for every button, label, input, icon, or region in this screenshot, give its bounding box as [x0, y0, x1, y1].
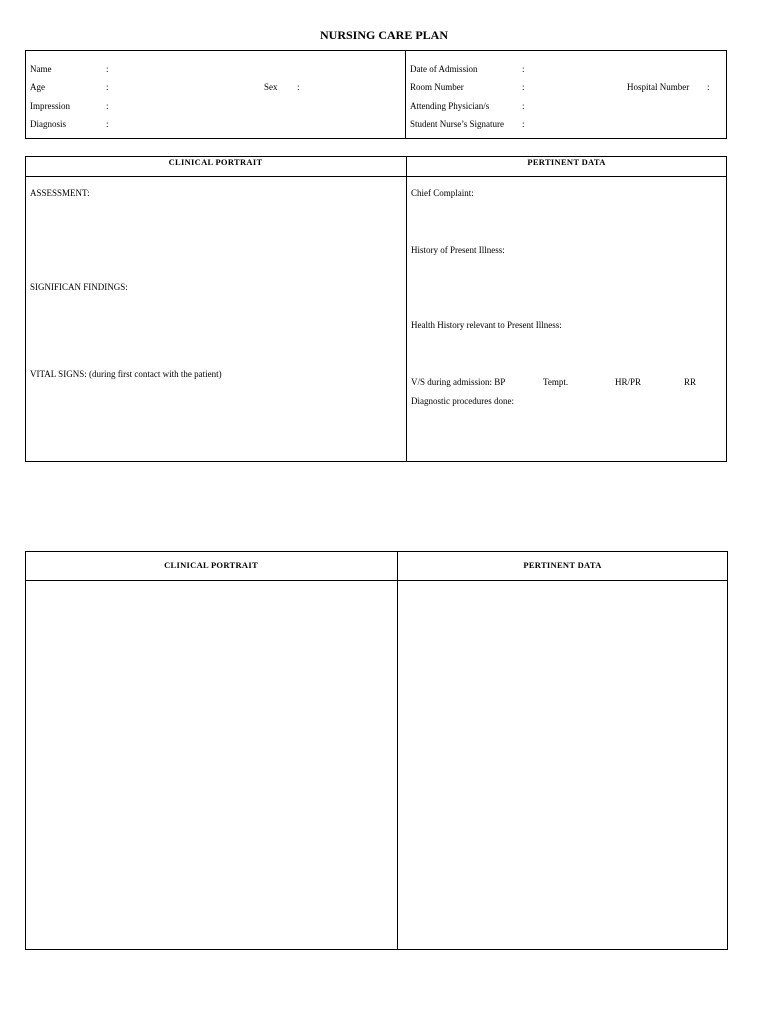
tempt-label: Tempt. [543, 377, 569, 387]
room-number-label: Room Number [410, 82, 464, 92]
table2-clinical-portrait-header: CLINICAL PORTRAIT [164, 560, 258, 570]
room-number-colon: : [522, 82, 525, 92]
table1-column-divider [406, 156, 407, 462]
health-history-label: Health History relevant to Present Illness: [411, 320, 562, 330]
impression-label: Impression [30, 101, 70, 111]
date-admission-label: Date of Admission [410, 64, 478, 74]
student-signature-label: Student Nurse’s Signature [410, 119, 504, 129]
sex-colon: : [297, 82, 300, 92]
age-label: Age [30, 82, 45, 92]
history-present-illness-label: History of Present Illness: [411, 245, 505, 255]
age-colon: : [106, 82, 109, 92]
attending-physician-label: Attending Physician/s [410, 101, 490, 111]
patient-info-box [25, 50, 727, 139]
chief-complaint-label: Chief Complaint: [411, 188, 474, 198]
impression-colon: : [106, 101, 109, 111]
sex-label: Sex [264, 82, 278, 92]
hr-pr-label: HR/PR [615, 377, 642, 387]
diagnosis-label: Diagnosis [30, 119, 66, 129]
student-signature-colon: : [522, 119, 525, 129]
rr-label: RR [684, 377, 697, 387]
name-label: Name [30, 64, 52, 74]
table1-header-divider [25, 176, 727, 177]
vital-signs-label: VITAL SIGNS: (during first contact with the patient) [30, 369, 222, 379]
hospital-number-label: Hospital Number [627, 82, 690, 92]
diagnosis-colon: : [106, 119, 109, 129]
vs-admission-label: V/S during admission: BP [411, 377, 506, 387]
table1-clinical-portrait-header: CLINICAL PORTRAIT [168, 157, 263, 167]
page-title: NURSING CARE PLAN [319, 28, 448, 42]
date-admission-colon: : [522, 64, 525, 74]
table1-box [25, 156, 727, 462]
table2-box [25, 551, 728, 950]
table1-pertinent-data-header: PERTINENT DATA [527, 157, 606, 167]
diagnostic-procedures-label: Diagnostic procedures done: [411, 396, 514, 406]
name-colon: : [106, 64, 109, 74]
table2-pertinent-data-header: PERTINENT DATA [523, 560, 602, 570]
table2-column-divider [397, 551, 398, 950]
table2-header-divider [25, 580, 728, 581]
significant-findings-label: SIGNIFICAN FINDINGS: [30, 282, 128, 292]
attending-physician-colon: : [522, 101, 525, 111]
patient-info-divider [405, 50, 406, 139]
hospital-number-colon: : [707, 82, 710, 92]
assessment-label: ASSESSMENT: [30, 188, 90, 198]
